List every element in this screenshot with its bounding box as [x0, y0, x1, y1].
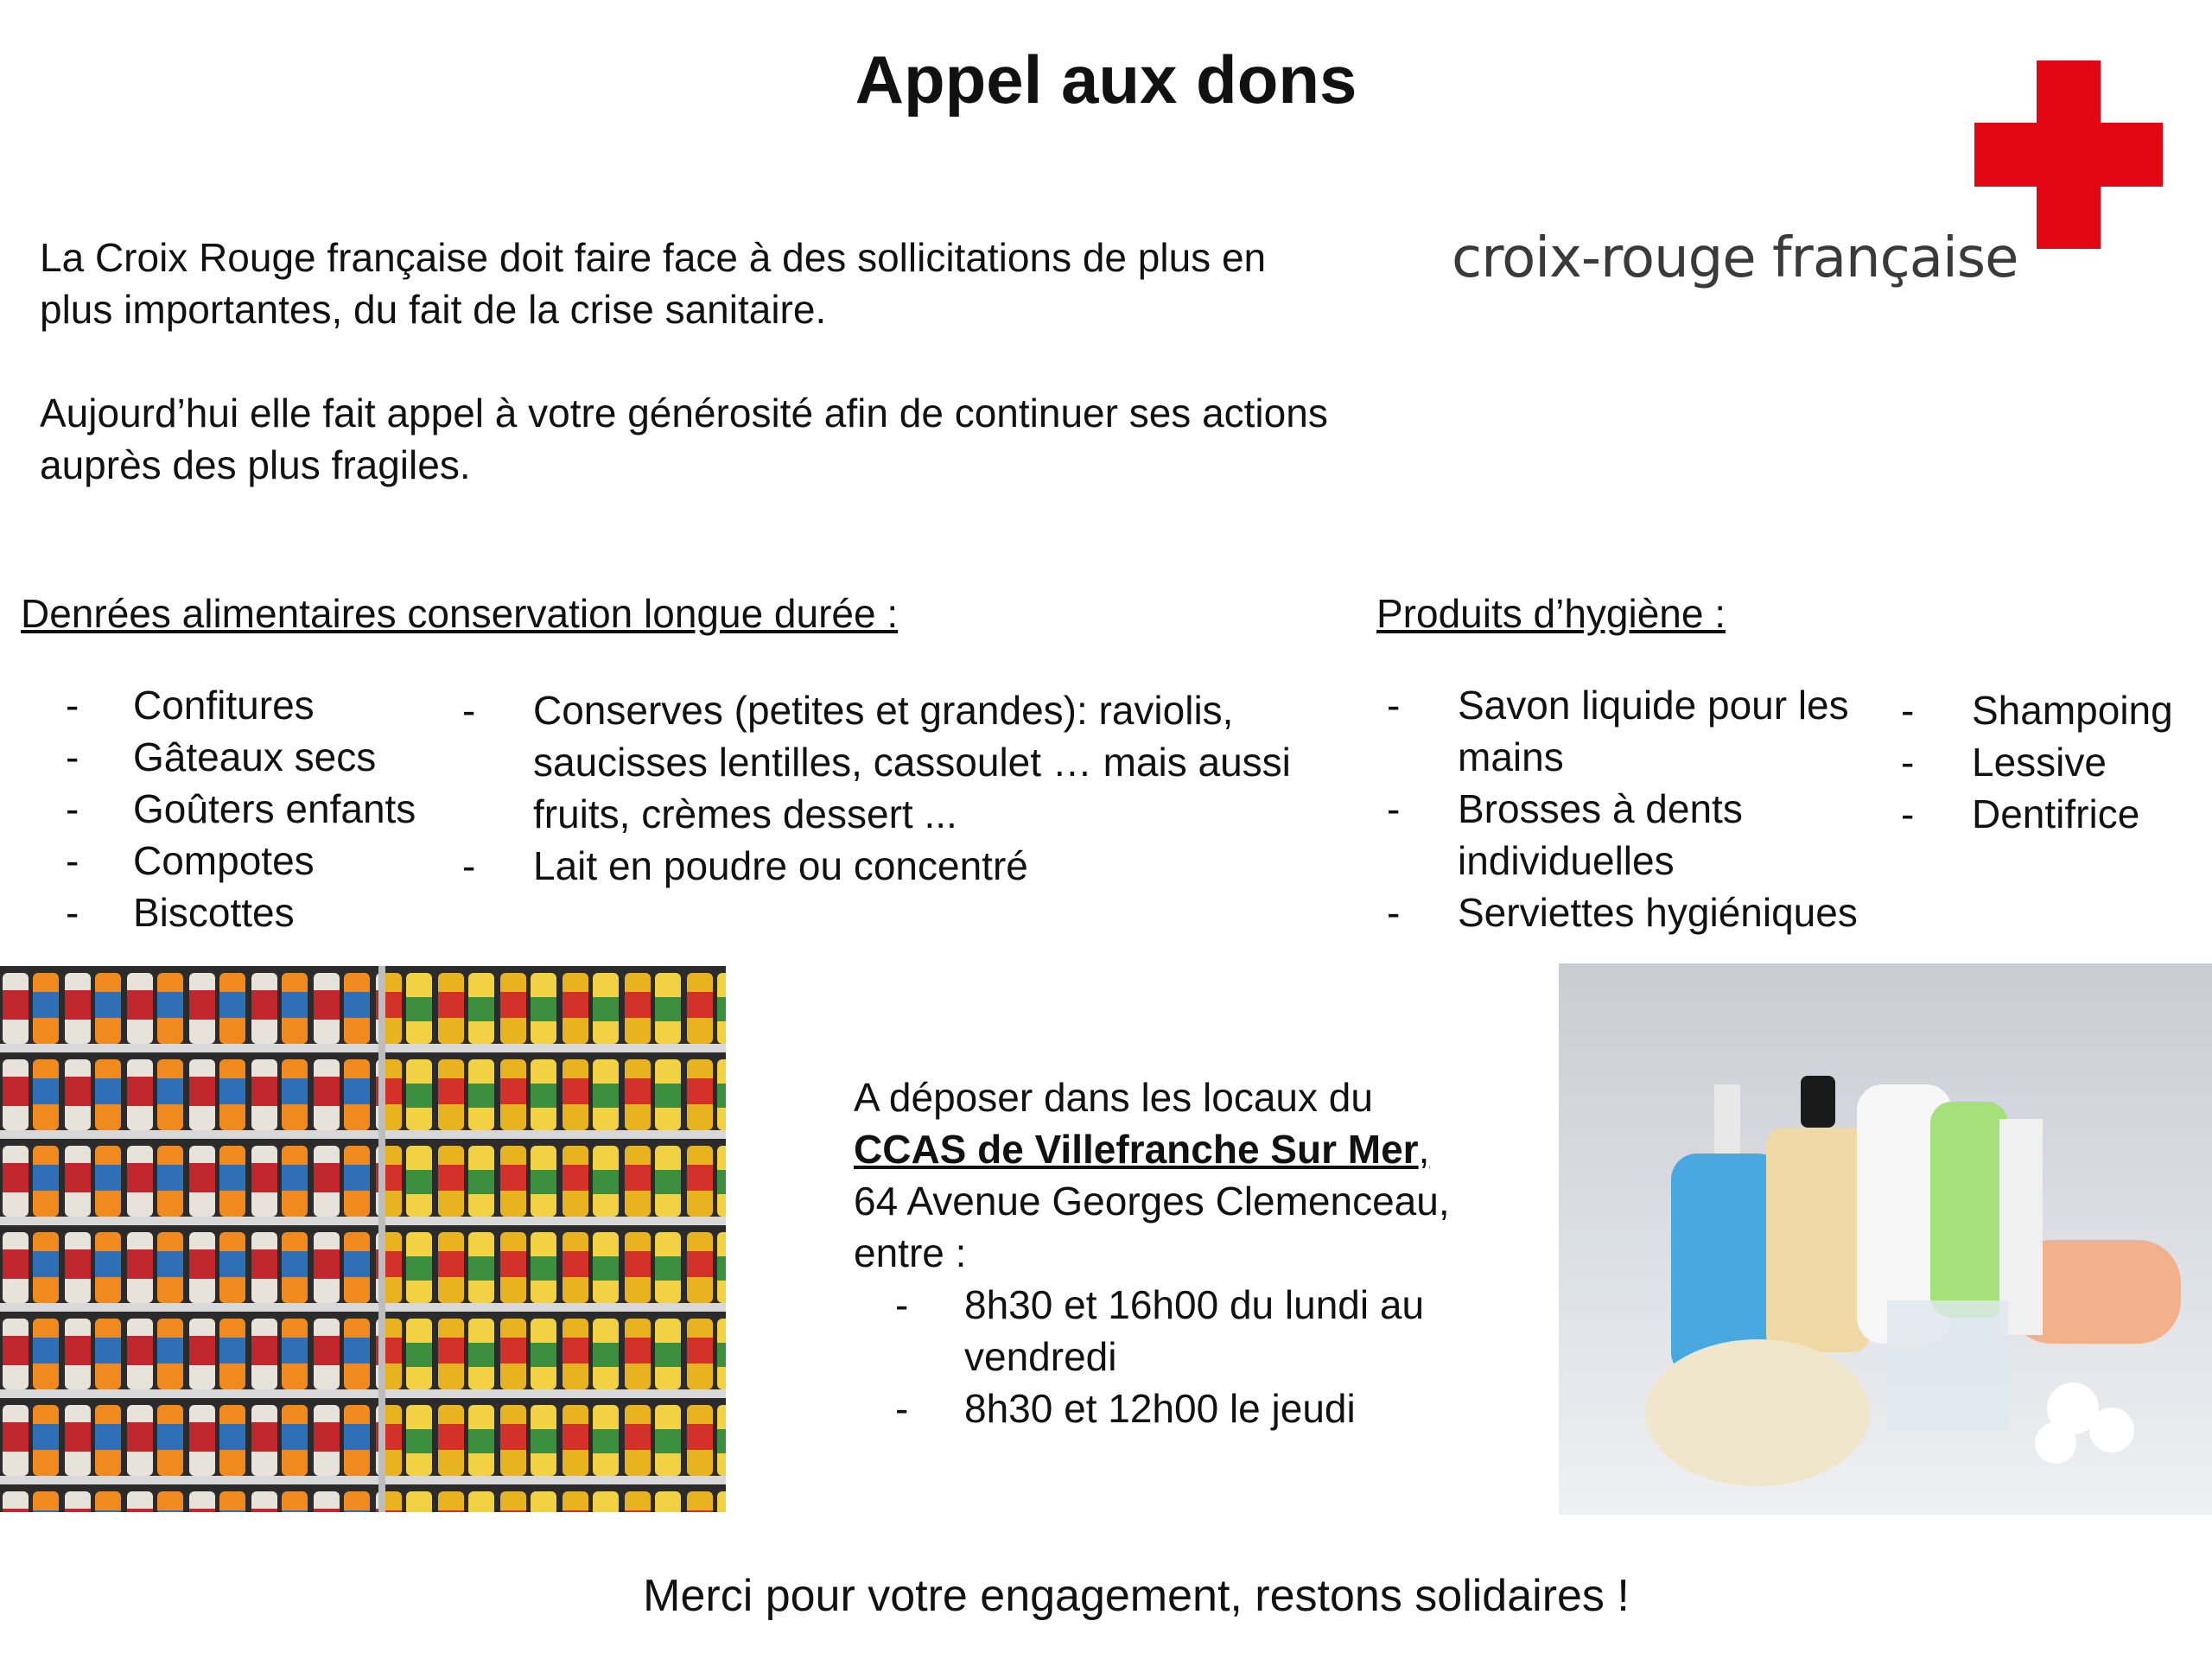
list-item: - Savon liquide pour les mains: [1387, 679, 1905, 783]
deposit-hours-list: [854, 1279, 1545, 1434]
list-item: - Conserves (petites et grandes): raviolis, saucisses lentilles, cassoulet … mais aussi fruits, crèmes dessert ...: [462, 684, 1326, 840]
thanks-message: Merci pour votre engagement, restons solidaires !: [643, 1571, 1630, 1621]
intro-text: [40, 232, 1336, 543]
list-item: - Lait en poudre ou concentré: [462, 840, 1326, 892]
deposit-place-suffix: ,: [1418, 1127, 1430, 1172]
list-item: - Gâteaux secs: [41, 731, 456, 783]
list-item: - Lessive: [1901, 736, 2212, 788]
deposit-intro: A déposer dans les locaux du: [854, 1075, 1373, 1120]
intro-paragraph-1: La Croix Rouge française doit faire face à des sollicitations de plus en plus importantes, du fait de la crise sanitaire.: [40, 235, 1267, 332]
list-item: - Biscottes: [41, 887, 456, 938]
list-item: - Brosses à dents individuelles: [1387, 783, 1905, 887]
page-title: Appel aux dons: [855, 41, 1357, 118]
deposit-place-line: [854, 1123, 1545, 1175]
list-item: - Dentifrice: [1901, 788, 2212, 840]
red-cross-logo-icon: [1974, 60, 2163, 249]
list-item: - Compotes: [41, 835, 456, 887]
list-item: - Goûters enfants: [41, 783, 456, 835]
food-list-2: [462, 684, 1326, 892]
food-list-1: [41, 679, 456, 938]
hygiene-section-heading: Produits d’hygiène :: [1376, 591, 1726, 636]
list-item: - 8h30 et 16h00 du lundi au vendredi: [854, 1279, 1545, 1382]
list-item: - 8h30 et 12h00 le jeudi: [854, 1382, 1545, 1434]
deposit-place: CCAS de Villefranche Sur Mer: [854, 1127, 1419, 1172]
list-item: - Serviettes hygiéniques: [1387, 887, 1905, 938]
list-item: - Shampoing: [1901, 684, 2212, 736]
hygiene-list-2: [1901, 684, 2212, 840]
hygiene-list-1: [1387, 679, 1905, 938]
deposit-info: [854, 1071, 1545, 1434]
deposit-address: 64 Avenue Georges Clemenceau,: [854, 1179, 1450, 1224]
logo-wordmark: croix-rouge française: [1452, 226, 2018, 290]
list-item: - Confitures: [41, 679, 456, 731]
food-section-heading: Denrées alimentaires conservation longue durée :: [21, 591, 899, 636]
deposit-between: entre :: [854, 1230, 967, 1275]
canned-food-shelves-photo: [0, 966, 726, 1512]
hygiene-products-photo: [1559, 963, 2212, 1515]
intro-paragraph-2: Aujourd’hui elle fait appel à votre générosité afin de continuer ses actions auprès des plus fragiles.: [40, 391, 1328, 487]
